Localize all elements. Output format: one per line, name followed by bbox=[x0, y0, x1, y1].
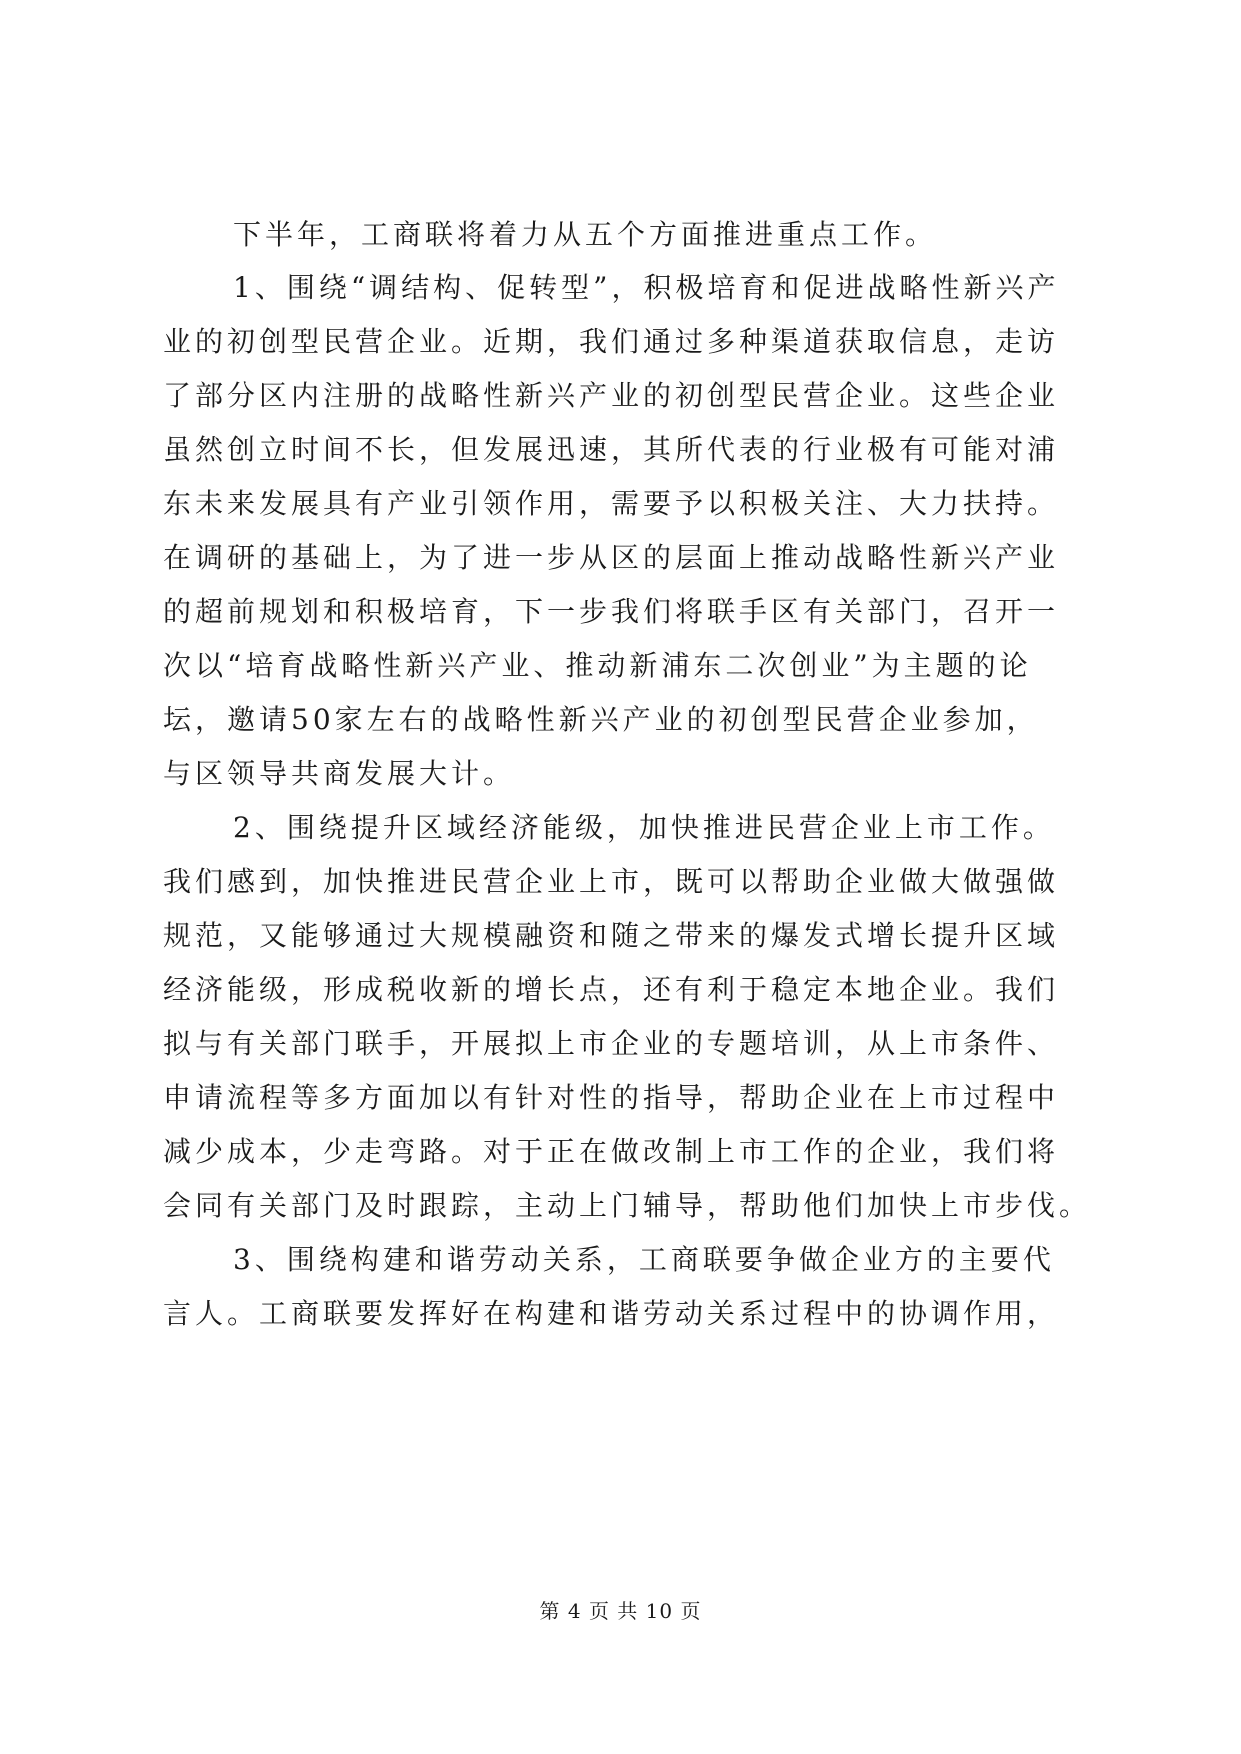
text-line: 我们感到，加快推进民营企业上市，既可以帮助企业做大做强做 bbox=[163, 865, 1060, 898]
text-line: 下半年，工商联将着力从五个方面推进重点工作。 bbox=[233, 218, 938, 251]
text-line: 坛，邀请50家左右的战略性新兴产业的初创型民营企业参加， bbox=[163, 703, 1039, 736]
text-line: 减少成本，少走弯路。对于正在做改制上市工作的企业，我们将 bbox=[163, 1135, 1060, 1168]
text-line: 申请流程等多方面加以有针对性的指导，帮助企业在上市过程中 bbox=[163, 1081, 1060, 1114]
text-line: 次以“培育战略性新兴产业、推动新浦东二次创业”为主题的论 bbox=[163, 649, 1032, 682]
text-line: 在调研的基础上，为了进一步从区的层面上推动战略性新兴产业 bbox=[163, 541, 1060, 574]
text-line: 东未来发展具有产业引领作用，需要予以积极关注、大力扶持。 bbox=[163, 487, 1060, 520]
text-line: 会同有关部门及时跟踪，主动上门辅导，帮助他们加快上市步伐。 bbox=[163, 1189, 1092, 1222]
text-line: 2、围绕提升区域经济能级，加快推进民营企业上市工作。 bbox=[233, 811, 1055, 844]
text-line: 了部分区内注册的战略性新兴产业的初创型民营企业。这些企业 bbox=[163, 379, 1060, 412]
text-line: 与区领导共商发展大计。 bbox=[163, 757, 516, 790]
text-line: 业的初创型民营企业。近期，我们通过多种渠道获取信息，走访 bbox=[163, 325, 1060, 358]
text-line: 规范，又能够通过大规模融资和随之带来的爆发式增长提升区域 bbox=[163, 919, 1060, 952]
text-line: 的超前规划和积极培育，下一步我们将联手区有关部门，召开一 bbox=[163, 595, 1060, 628]
text-line: 1、围绕“调结构、促转型”，积极培育和促进战略性新兴产 bbox=[233, 271, 1060, 304]
text-line: 拟与有关部门联手，开展拟上市企业的专题培训，从上市条件、 bbox=[163, 1027, 1060, 1060]
page-number-footer: 第 4 页 共 10 页 bbox=[539, 1599, 702, 1623]
text-line: 经济能级，形成税收新的增长点，还有利于稳定本地企业。我们 bbox=[163, 973, 1060, 1006]
text-line: 虽然创立时间不长，但发展迅速，其所代表的行业极有可能对浦 bbox=[163, 433, 1060, 466]
text-line: 言人。工商联要发挥好在构建和谐劳动关系过程中的协调作用， bbox=[163, 1297, 1060, 1330]
text-line: 3、围绕构建和谐劳动关系，工商联要争做企业方的主要代 bbox=[233, 1243, 1055, 1276]
